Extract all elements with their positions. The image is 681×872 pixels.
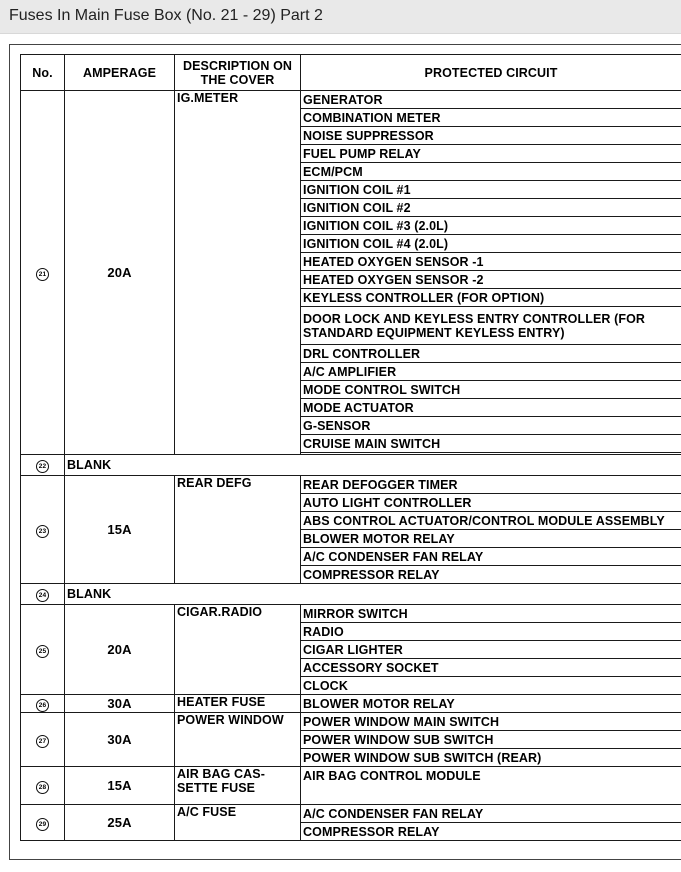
fuse-number: 29 <box>36 818 49 831</box>
fuse-number-cell <box>21 767 65 805</box>
circuit-cell: POWER WINDOW MAIN SWITCH <box>301 713 681 731</box>
fuse-number-cell <box>21 605 65 695</box>
amperage-cell: 20A <box>65 605 175 695</box>
circuit-cell: BLOWER MOTOR RELAY <box>301 695 681 713</box>
circuit-cell: HEATED OXYGEN SENSOR -1 <box>301 253 681 271</box>
table-row <box>21 91 681 109</box>
circuit-cell: NOISE SUPPRESSOR <box>301 127 681 145</box>
description-cell <box>175 767 301 805</box>
description-line1: AIR BAG CAS- <box>177 767 266 781</box>
header-amperage: AMPERAGE <box>65 55 175 91</box>
circuit-cell: CLOCK <box>301 677 681 695</box>
circuit-cell: POWER WINDOW SUB SWITCH (REAR) <box>301 749 681 767</box>
circuit-cell: MODE CONTROL SWITCH <box>301 381 681 399</box>
circuit-cell: MIRROR SWITCH <box>301 605 681 623</box>
amperage-cell: 30A <box>65 713 175 767</box>
circuit-cell: A/C AMPLIFIER <box>301 363 681 381</box>
description-cell: IG.METER <box>175 91 301 455</box>
circuit-cell: BLOWER MOTOR RELAY <box>301 530 681 548</box>
table-row <box>21 713 681 731</box>
circuit-cell: MODE ACTUATOR <box>301 399 681 417</box>
amperage-cell: 20A <box>65 91 175 455</box>
circuit-cell: A/C CONDENSER FAN RELAY <box>301 548 681 566</box>
blank-cell: BLANK <box>65 455 681 476</box>
header-description <box>175 55 301 91</box>
header-protected-circuit: PROTECTED CIRCUIT <box>301 55 681 91</box>
fuse-number: 25 <box>36 645 49 658</box>
header-description-line1: DESCRIPTION ON <box>182 58 293 73</box>
circuit-cell: POWER WINDOW SUB SWITCH <box>301 731 681 749</box>
fuse-number: 23 <box>36 525 49 538</box>
fuse-number-cell <box>21 91 65 455</box>
circuit-cell: AIR BAG CONTROL MODULE <box>301 767 681 805</box>
table-row <box>21 584 681 605</box>
circuit-cell: ECM/PCM <box>301 163 681 181</box>
table-row <box>21 455 681 476</box>
fuse-number: 26 <box>36 699 49 712</box>
fuse-number: 28 <box>36 781 49 794</box>
amperage-cell: 15A <box>65 476 175 584</box>
table-row <box>21 767 681 805</box>
circuit-cell: AUTO LIGHT CONTROLLER <box>301 494 681 512</box>
header-row <box>21 55 681 91</box>
table-row <box>21 605 681 623</box>
circuit-cell: GENERATOR <box>301 91 681 109</box>
table-row <box>21 476 681 494</box>
fuse-table <box>20 54 681 841</box>
circuit-cell: FUEL PUMP RELAY <box>301 145 681 163</box>
circuit-cell: REAR DEFOGGER TIMER <box>301 476 681 494</box>
circuit-cell: IGNITION COIL #2 <box>301 199 681 217</box>
table-row <box>21 695 681 713</box>
header-no: No. <box>21 55 65 91</box>
fuse-number-cell <box>21 455 65 476</box>
circuit-cell: IGNITION COIL #3 (2.0L) <box>301 217 681 235</box>
circuit-cell: DRL CONTROLLER <box>301 345 681 363</box>
circuit-cell: IGNITION COIL #4 (2.0L) <box>301 235 681 253</box>
fuse-number: 27 <box>36 735 49 748</box>
fuse-number-cell <box>21 713 65 767</box>
fuse-number-cell <box>21 695 65 713</box>
description-cell: A/C FUSE <box>175 805 301 841</box>
circuit-cell: IGNITION COIL #1 <box>301 181 681 199</box>
circuit-cell: ACCESSORY SOCKET <box>301 659 681 677</box>
circuit-cell: COMPRESSOR RELAY <box>301 566 681 584</box>
circuit-cell: HEATED OXYGEN SENSOR -2 <box>301 271 681 289</box>
circuit-cell: A/C CONDENSER FAN RELAY <box>301 805 681 823</box>
fuse-number-cell <box>21 805 65 841</box>
circuit-cell: COMPRESSOR RELAY <box>301 823 681 841</box>
amperage-cell: 30A <box>65 695 175 713</box>
circuit-cell: RADIO <box>301 623 681 641</box>
circuit-cell: DOOR LOCK AND KEYLESS ENTRY CONTROLLER (FOR STANDARD EQUIPMENT KEYLESS ENTRY) <box>301 307 681 345</box>
circuit-cell: ABS CONTROL ACTUATOR/CONTROL MODULE ASSEMBLY <box>301 512 681 530</box>
description-cell: CIGAR.RADIO <box>175 605 301 695</box>
title-bar <box>0 0 681 34</box>
fuse-number: 21 <box>36 268 49 281</box>
circuit-cell: COMBINATION METER <box>301 109 681 127</box>
page-title: Fuses In Main Fuse Box (No. 21 - 29) Part 2 <box>9 7 323 24</box>
circuit-cell: KEYLESS CONTROLLER (FOR OPTION) <box>301 289 681 307</box>
table-row <box>21 805 681 823</box>
amperage-cell: 15A <box>65 767 175 805</box>
description-cell: POWER WINDOW <box>175 713 301 767</box>
blank-cell: BLANK <box>65 584 681 605</box>
circuit-cell: CIGAR LIGHTER <box>301 641 681 659</box>
circuit-cell: CRUISE MAIN SWITCH <box>301 435 681 453</box>
fuse-number: 24 <box>36 589 49 602</box>
description-cell: HEATER FUSE <box>175 695 301 713</box>
fuse-number-cell <box>21 584 65 605</box>
description-cell: REAR DEFG <box>175 476 301 584</box>
fuse-number-cell <box>21 476 65 584</box>
fuse-number: 22 <box>36 460 49 473</box>
circuit-cell: G-SENSOR <box>301 417 681 435</box>
description-line2: SETTE FUSE <box>177 781 256 795</box>
header-description-line2: THE COVER <box>200 72 275 87</box>
amperage-cell: 25A <box>65 805 175 841</box>
